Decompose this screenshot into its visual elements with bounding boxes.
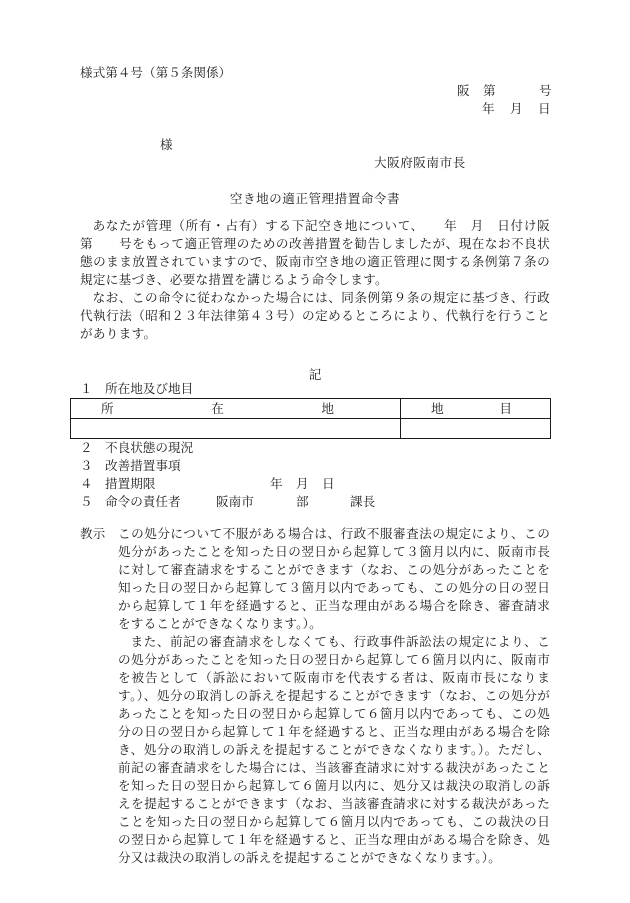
ref-mid: 第 (483, 83, 496, 98)
date-month: 月 (510, 101, 523, 116)
header-char: 地 (431, 400, 444, 416)
ki-heading: 記 (308, 367, 322, 382)
item-number: ４ (80, 476, 93, 491)
table-row (71, 419, 551, 439)
body-text (80, 217, 563, 343)
deadline-day: 日 (322, 476, 335, 491)
item-number: ３ (80, 458, 93, 473)
land-category-header (401, 399, 551, 419)
item-label: 不良状態の現況 (105, 440, 194, 455)
item-label: 命令の責任者 (105, 494, 181, 509)
addressee-honorific: 様 (160, 137, 173, 152)
appeal-notice-paragraph-1: この処分について不服がある場合は、行政不服審査法の規定により、この処分があったことを知った日の翌日から起算して３箇月以内に、阪南市長に対して審査請求をすることができます（なお、この処分があったことを知った日の翌日から起算して３箇月以内であっても、この処分の日の翌日から起算して１年を経過すると、正当な理由がある場合を除き、審査請求をすることができなくなります。）。 (118, 526, 550, 631)
document-title: 空き地の適正管理措置命令書 (229, 191, 401, 206)
appeal-notice-paragraph-2: また、前記の審査請求をしなくても、行政事件訴訟法の規定により、この処分があったことを知った日の翌日から起算して６箇月以内に、阪南市を被告として（訴訟において阪南市を代表する者は、阪南市長になります。）、処分の取消しの訴えを提起することができます（なお、この処分があったことを知った日の翌日から起算して６箇月以内であっても、この処分の日の翌日から起算して１年を経過すると、正当な理由がある場合を除き、処分の取消しの訴えを提起することができなくなります。）。ただし、前記の審査請求をした場合には、当該審査請求に対する裁決があったことを知った日の翌日から起算して６箇月以内に、処分又は裁決の取消しの訴えを提起することができます（なお、当該審査請求に対する裁決があったことを知った日の翌日から起算して６箇月以内であっても、この裁決の日の翌日から起算して１年を経過すると、正当な理由がある場合を除き、処分又は裁決の取消しの訴えを提起することができなくなります。）。 (118, 634, 550, 865)
item-number: １ (80, 381, 93, 396)
issuer-name: 大阪府阪南市長 (374, 155, 466, 170)
location-header (71, 399, 401, 419)
location-table (70, 398, 551, 439)
header-char: 所 (101, 400, 114, 416)
form-number: 様式第４号（第５条関係） (80, 65, 232, 80)
deadline-year: 年 (270, 476, 283, 491)
responsible-dept: 部 (296, 494, 309, 509)
header-char: 目 (499, 400, 512, 416)
item-number: ５ (80, 494, 93, 509)
item-label: 措置期限 (105, 476, 156, 491)
body-paragraph-1: あなたが管理（所有・占有）する下記空き地について、 年 月 日付け阪 第 号をもって適正管理のための改善措置を勧告しましたが、現在なお不良状態のまま放置されていますので、阪南市空き地の適正管理に関する条例第７条の規定に基づき、必要な措置を講じるよう命令します。 (80, 218, 563, 287)
date-day: 日 (538, 101, 551, 116)
item-label: 改善措置事項 (105, 458, 181, 473)
ref-prefix: 阪 (457, 83, 470, 98)
responsible-section: 課長 (350, 494, 376, 509)
header-char: 地 (321, 400, 334, 416)
date-year: 年 (482, 101, 495, 116)
location-cell (71, 419, 401, 439)
table-header-row (71, 399, 551, 419)
header-char: 在 (211, 400, 224, 416)
item-label: 所在地及び地目 (105, 381, 194, 396)
item-number: ２ (80, 440, 93, 455)
land-category-cell (401, 419, 551, 439)
appeal-notice-heading: 教示 (80, 526, 106, 541)
body-paragraph-2: なお、この命令に従わなかった場合には、同条例第９条の規定に基づき、行政代執行法（昭和２３年法律第４３号）の定めるところにより、代執行を行うことがあります。 (80, 290, 550, 341)
responsible-city: 阪南市 (216, 494, 254, 509)
appeal-notice (80, 525, 550, 867)
deadline-month: 月 (296, 476, 309, 491)
ref-suffix: 号 (539, 83, 552, 98)
